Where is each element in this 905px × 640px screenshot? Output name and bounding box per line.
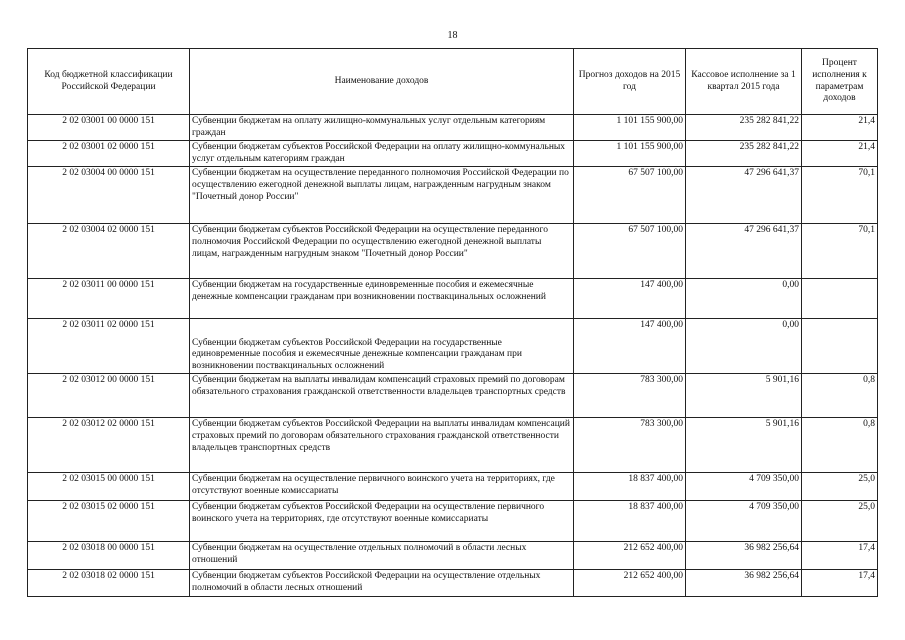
cell-name: Субвенции бюджетам на осуществление отдельных полномочий в области лесных отношений [190,542,574,570]
cell-forecast: 18 837 400,00 [574,473,686,501]
cell-code: 2 02 03011 02 0000 151 [28,319,190,374]
cell-percent: 21,4 [802,141,878,167]
cell-code: 2 02 03015 02 0000 151 [28,501,190,542]
cell-forecast: 147 400,00 [574,279,686,319]
header-name: Наименование доходов [190,49,574,115]
cell-execution: 36 982 256,64 [686,542,802,570]
cell-code: 2 02 03012 00 0000 151 [28,374,190,418]
header-execution: Кассовое исполнение за 1 квартал 2015 года [686,49,802,115]
cell-execution: 5 901,16 [686,374,802,418]
cell-code: 2 02 03001 02 0000 151 [28,141,190,167]
cell-percent [802,319,878,374]
cell-name: Субвенции бюджетам субъектов Российской Федерации на осуществление отдельных полномочий в области лесных отношений [190,570,574,596]
cell-percent: 25,0 [802,473,878,501]
cell-code: 2 02 03012 02 0000 151 [28,418,190,473]
cell-percent: 0,8 [802,374,878,418]
cell-percent: 0,8 [802,418,878,473]
cell-execution: 47 296 641,37 [686,224,802,279]
cell-execution: 5 901,16 [686,418,802,473]
cell-name: Субвенции бюджетам субъектов Российской Федерации на осуществление первичного воинского учета на территориях, где отсутствуют военные комиссариаты [190,501,574,542]
cell-execution: 4 709 350,00 [686,473,802,501]
table-row [28,570,878,596]
cell-execution: 0,00 [686,279,802,319]
cell-code: 2 02 03004 00 0000 151 [28,167,190,224]
cell-execution: 36 982 256,64 [686,570,802,596]
header-percent: Процент исполнения к параметрам доходов [802,49,878,115]
table-row [28,418,878,473]
cell-forecast: 212 652 400,00 [574,570,686,596]
cell-execution: 4 709 350,00 [686,501,802,542]
table-row [28,224,878,279]
cell-name: Субвенции бюджетам на осуществление первичного воинского учета на территориях, где отсутствуют военные комиссариаты [190,473,574,501]
cell-forecast: 783 300,00 [574,418,686,473]
table-row [28,542,878,570]
cell-execution: 0,00 [686,319,802,374]
cell-execution: 47 296 641,37 [686,167,802,224]
cell-code: 2 02 03001 00 0000 151 [28,115,190,141]
page-number: 18 [447,30,458,41]
cell-code: 2 02 03018 00 0000 151 [28,542,190,570]
table-header-row [28,49,878,115]
cell-forecast: 1 101 155 900,00 [574,115,686,141]
cell-forecast: 147 400,00 [574,319,686,374]
table-row [28,279,878,319]
table-row [28,319,878,374]
table-row [28,473,878,501]
cell-code: 2 02 03004 02 0000 151 [28,224,190,279]
cell-name: Субвенции бюджетам на осуществление переданного полномочия Российской Федерации по осуществлению ежегодной денежной выплаты лицам, награжденным нагрудным знаком "Почетный донор России" [190,167,574,224]
cell-name: Субвенции бюджетам субъектов Российской Федерации на выплаты инвалидам компенсаций страховых премий по договорам обязательного страхования гражданской ответственности владельцев транспортных средств [190,418,574,473]
cell-name: Субвенции бюджетам на оплату жилищно-коммунальных услуг отдельным категориям граждан [190,115,574,141]
cell-percent: 21,4 [802,115,878,141]
cell-percent: 17,4 [802,570,878,596]
cell-percent: 70,1 [802,167,878,224]
cell-percent [802,279,878,319]
cell-name: Субвенции бюджетам субъектов Российской Федерации на осуществление переданного полномочия Российской Федерации по осуществлению ежегодной денежной выплаты лицам, награжденным нагрудным знаком "Почетный донор России" [190,224,574,279]
cell-code: 2 02 03018 02 0000 151 [28,570,190,596]
cell-forecast: 212 652 400,00 [574,542,686,570]
revenue-table [27,48,878,597]
cell-name: Субвенции бюджетам на государственные единовременные пособия и ежемесячные денежные компенсации гражданам при возникновении поствакцинальных осложнений [190,279,574,319]
cell-code: 2 02 03015 00 0000 151 [28,473,190,501]
cell-code: 2 02 03011 00 0000 151 [28,279,190,319]
cell-forecast: 67 507 100,00 [574,224,686,279]
cell-name: Субвенции бюджетам субъектов Российской Федерации на оплату жилищно-коммунальных услуг отдельным категориям граждан [190,141,574,167]
table-row [28,167,878,224]
cell-percent: 17,4 [802,542,878,570]
cell-name: Субвенции бюджетам субъектов Российской Федерации на государственные единовременные пособия и ежемесячные денежные компенсации гражданам при возникновении поствакцинальных осложнений [190,319,574,374]
cell-forecast: 67 507 100,00 [574,167,686,224]
cell-percent: 25,0 [802,501,878,542]
cell-forecast: 18 837 400,00 [574,501,686,542]
cell-percent: 70,1 [802,224,878,279]
table-row [28,115,878,141]
cell-execution: 235 282 841,22 [686,115,802,141]
table-row [28,374,878,418]
cell-forecast: 1 101 155 900,00 [574,141,686,167]
table-row [28,141,878,167]
header-code: Код бюджетной классификации Российской Федерации [28,49,190,115]
cell-name: Субвенции бюджетам на выплаты инвалидам компенсаций страховых премий по договорам обязательного страхования гражданской ответственности владельцев транспортных средств [190,374,574,418]
cell-execution: 235 282 841,22 [686,141,802,167]
cell-forecast: 783 300,00 [574,374,686,418]
header-forecast: Прогноз доходов на 2015 год [574,49,686,115]
table-row [28,501,878,542]
